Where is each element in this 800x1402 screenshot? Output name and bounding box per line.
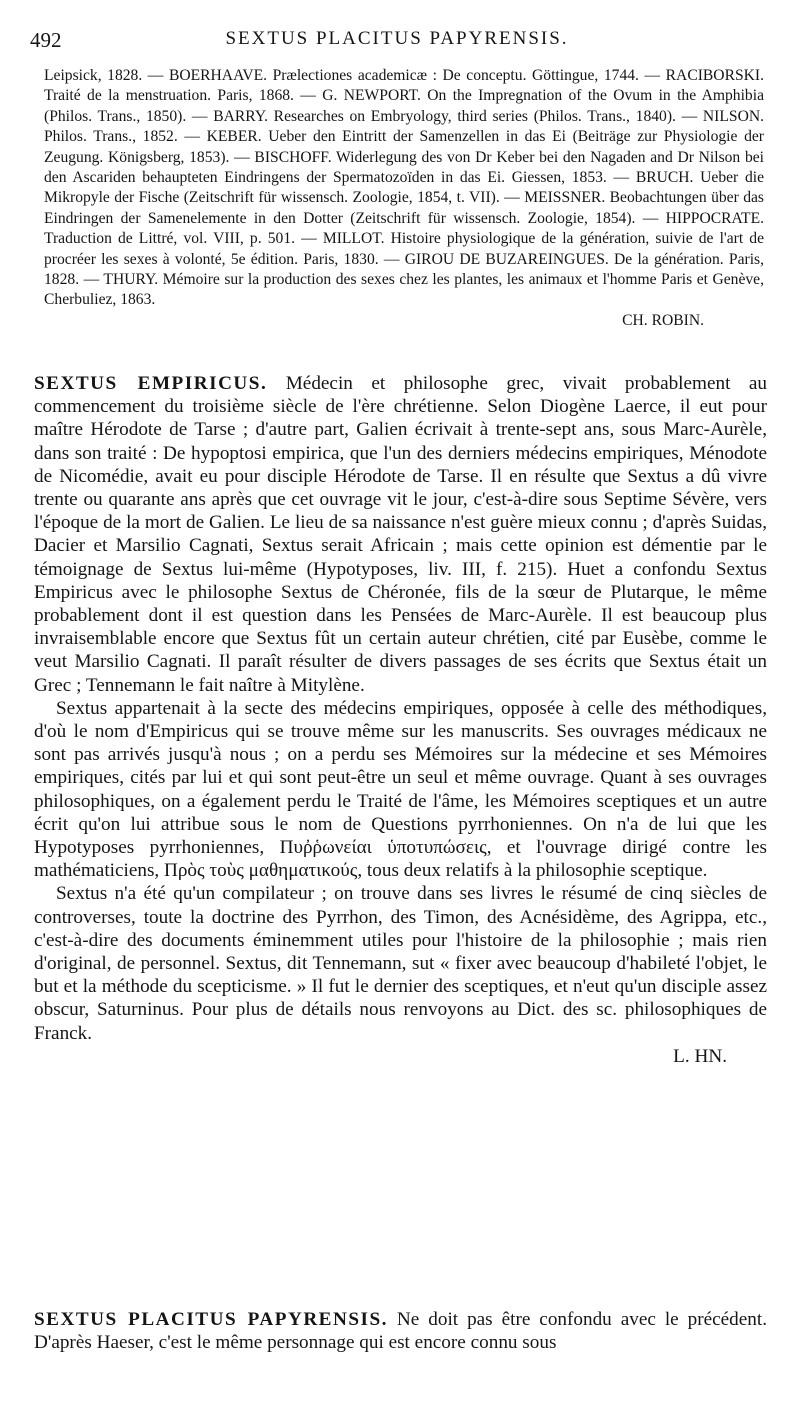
entry-sextus-empiricus <box>34 372 767 1068</box>
paragraph-text: Médecin et philosophe grec, vivait probablement au commencement du troisième siècle de l'ère chrétienne. Selon Diogène Laerce, il eut pour maître Hérodote de Tarse ; d'autre part, Galien écrivait à trente-sept ans, sous Marc-Aurèle, dans son traité : De hypoptosi empirica, que l'un des derniers médecins empiriques, Ménodote de Nicomédie, avait eu pour disciple Hérodote de Tarse. Il en résulte que Sextus a dû vivre trente ou quarante ans après que cet ouvrage vit le jour, c'est-à-dire sous Septime Sévère, vers l'époque de la mort de Galien. Le lieu de sa naissance n'est guère mieux connu ; d'après Suidas, Dacier et Marsilio Cagnati, Sextus serait Africain ; mais cette opinion est démentie par le témoignage de Sextus lui-même (Hypotyposes, liv. III, f. 215). Huet a confondu Sextus Empiricus avec le philosophe Sextus de Chéronée, fils de la sœur de Plutarque, le même probablement dont il est question dans les Pensées de Marc-Aurèle. Il est beaucoup plus invraisemblable encore que Sextus fût un certain auteur chrétien, cité par Eusèbe, comme le veut Marsilio Cagnati. Il paraît résulter de divers passages de ses écrits que Sextus était un Grec ; Tennemann le fait naître à Mitylène. <box>34 373 767 696</box>
bibliography-text: Leipsick, 1828. — BOERHAAVE. Prælectiones academicæ : De conceptu. Göttingue, 1744. — RACIBORSKI. Traité de la menstruation. Paris, 1868. — G. NEWPORT. On the Impregnation of the Ovum in the Amphibia (Philos. Trans., 1850). — BARRY. Researches on Embryology, third series (Philos. Trans., 1840). — NILSON. Philos. Trans., 1852. — KEBER. Ueber den Eintritt der Samenzellen in das Ei (Beiträge zur Physiologie der Zeugung. Königsberg, 1853). — BISCHOFF. Widerlegung des von Dr Keber bei den Nagaden and Dr Nilson bei den Ascariden behaupteten Eindringens der Spermatozoïden in das Ei. Giessen, 1853. — BRUCH. Ueber die Mikropyle der Fische (Zeitschrift für wissensch. Zoologie, 1854, t. VII). — MEISSNER. Beobachtungen über das Eindringen der Samenelemente in den Dotter (Zeitschrift für wissensch. Zoologie, 1854). — HIPPOCRATE. Traduction de Littré, vol. VIII, p. 501. — MILLOT. Histoire physiologique de la génération, suivie de l'art de procréer les sexes à volonté, 5e édition. Paris, 1830. — GIROU DE BUZAREINGUES. De la génération. Paris, 1828. — THURY. Mémoire sur la production des sexes chez les plantes, les animaux et l'homme Paris et Genève, Cherbuliez, 1863. <box>44 67 764 309</box>
entry-sextus-placitus <box>34 1308 767 1354</box>
entry-signature: L. HN. <box>673 1045 727 1067</box>
entry-headword: SEXTUS EMPIRICUS. <box>34 373 268 394</box>
running-title: SEXTUS PLACITUS PAPYRENSIS. <box>225 28 569 49</box>
entry-paragraph: Sextus appartenait à la secte des médecins empiriques, opposée à celle des méthodiques, d'où le nom d'Empiricus qui se trouve même sur les manuscrits. Ses ouvrages médicaux ne sont pas arrivés jusqu'à nous ; on a perdu ses Mémoires sur la médecine et ses Mémoires empiriques, cités par lui et qui sont peut-être un seul et même ouvrage. Quant à ses ouvrages philosophiques, on a également perdu le Traité de l'âme, les Mémoires sceptiques et un autre écrit qu'on lui attribue sous le nom de Questions pyrrhoniennes. On n'a de lui que les Hypotyposes pyrrhoniennes, Πυῤῥωνείαι ὑποτυπώσεις, et l'ouvrage dirigé contre les mathématiciens, Πρὸς τοὺς μαθηματικούς, tous deux relatifs à la philosophie sceptique. <box>34 697 767 882</box>
entry-paragraph <box>34 1308 767 1354</box>
paragraph-text: Sextus n'a été qu'un compilateur ; on trouve dans ses livres le résumé de cinq siècles de controverses, toute la doctrine des Pyrrhon, des Timon, des Acnésidème, des Agrippa, etc., c'est-à-dire des documents éminemment utiles pour l'histoire de la philosophie ; mais rien d'original, de personnel. Sextus, dit Tennemann, sut « fixer avec beaucoup d'habileté l'objet, le but et la méthode du scepticisme. » Il fut le dernier des sceptiques, et n'eut qu'un disciple assez obscur, Saturninus. Pour plus de détails nous renvoyons au Dict. des sc. philosophiques de Franck. <box>34 883 767 1044</box>
bibliography-block <box>44 66 764 331</box>
page-header <box>30 28 764 58</box>
entry-paragraph <box>34 882 767 1044</box>
paragraph-text: Ne doit pas être confondu avec le précédent. D'après Haeser, c'est le même personnage qui est encore connu sous <box>34 1309 768 1354</box>
bibliography-signature: CH. ROBIN. <box>622 311 704 329</box>
page-number: 492 <box>30 28 62 52</box>
entry-paragraph <box>34 372 767 697</box>
entry-headword: SEXTUS PLACITUS PAPYRENSIS. <box>34 1309 388 1330</box>
